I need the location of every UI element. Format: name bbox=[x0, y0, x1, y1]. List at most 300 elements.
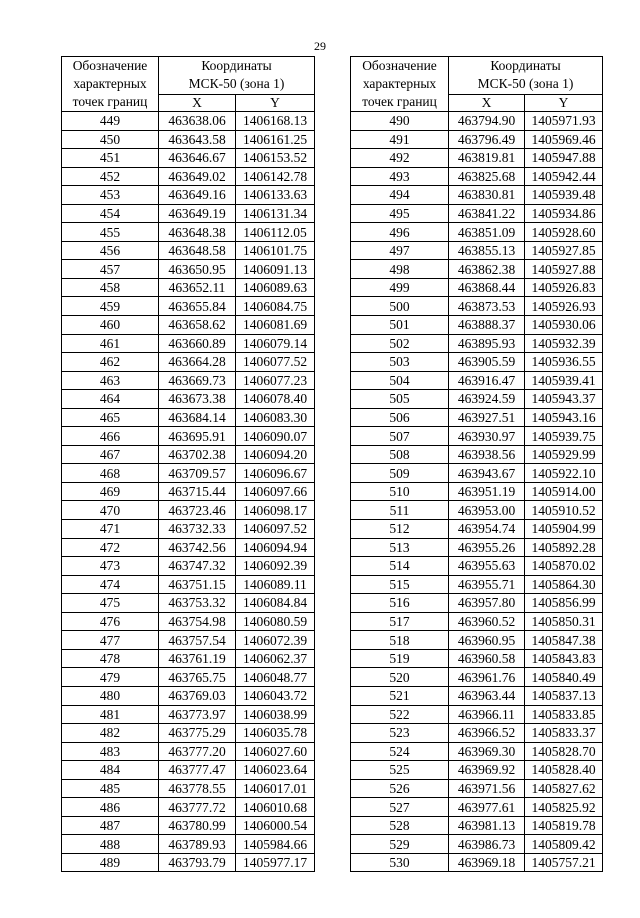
y-coordinate-cell: 1405828.40 bbox=[525, 761, 603, 780]
table-row bbox=[351, 501, 603, 520]
y-coordinate-cell: 1406168.13 bbox=[236, 112, 315, 131]
point-number-cell: 459 bbox=[62, 297, 159, 316]
y-coordinate-cell: 1405939.48 bbox=[525, 186, 603, 205]
table-row bbox=[351, 835, 603, 854]
x-coordinate-cell: 463777.47 bbox=[159, 761, 236, 780]
table-row bbox=[351, 408, 603, 427]
x-coordinate-cell: 463684.14 bbox=[159, 408, 236, 427]
point-number-cell: 475 bbox=[62, 594, 159, 613]
point-number-cell: 517 bbox=[351, 612, 449, 631]
x-coordinate-cell: 463709.57 bbox=[159, 464, 236, 483]
table-row bbox=[62, 241, 315, 260]
y-coordinate-cell: 1406133.63 bbox=[236, 186, 315, 205]
point-number-cell: 508 bbox=[351, 445, 449, 464]
table-row bbox=[351, 594, 603, 613]
y-coordinate-cell: 1406083.30 bbox=[236, 408, 315, 427]
point-number-cell: 495 bbox=[351, 204, 449, 223]
y-coordinate-cell: 1405850.31 bbox=[525, 612, 603, 631]
y-coordinate-cell: 1406092.39 bbox=[236, 557, 315, 576]
y-coordinate-cell: 1405943.37 bbox=[525, 390, 603, 409]
y-coordinate-cell: 1406153.52 bbox=[236, 149, 315, 168]
header-coords-line1: Координаты bbox=[490, 58, 561, 74]
x-coordinate-cell: 463658.62 bbox=[159, 316, 236, 335]
y-coordinate-cell: 1406079.14 bbox=[236, 334, 315, 353]
table-row bbox=[351, 575, 603, 594]
y-coordinate-cell: 1405943.16 bbox=[525, 408, 603, 427]
point-number-cell: 482 bbox=[62, 724, 159, 743]
y-coordinate-cell: 1405928.60 bbox=[525, 223, 603, 242]
y-coordinate-cell: 1405827.62 bbox=[525, 779, 603, 798]
x-coordinate-cell: 463960.58 bbox=[449, 649, 525, 668]
y-coordinate-cell: 1406089.11 bbox=[236, 575, 315, 594]
table-row bbox=[62, 482, 315, 501]
header-label-line3: точек границ bbox=[72, 94, 148, 109]
point-number-cell: 529 bbox=[351, 835, 449, 854]
y-coordinate-cell: 1406089.63 bbox=[236, 278, 315, 297]
y-coordinate-cell: 1406091.13 bbox=[236, 260, 315, 279]
y-coordinate-cell: 1406097.66 bbox=[236, 482, 315, 501]
header-point-label bbox=[62, 57, 159, 112]
point-number-cell: 507 bbox=[351, 427, 449, 446]
x-coordinate-cell: 463655.84 bbox=[159, 297, 236, 316]
x-coordinate-cell: 463669.73 bbox=[159, 371, 236, 390]
y-coordinate-cell: 1405819.78 bbox=[525, 816, 603, 835]
y-coordinate-cell: 1406077.52 bbox=[236, 353, 315, 372]
y-coordinate-cell: 1405914.00 bbox=[525, 482, 603, 501]
table-row bbox=[62, 853, 315, 872]
x-coordinate-cell: 463955.63 bbox=[449, 557, 525, 576]
table-row bbox=[62, 149, 315, 168]
y-coordinate-cell: 1405825.92 bbox=[525, 798, 603, 817]
header-point-label bbox=[351, 57, 449, 112]
table-row bbox=[62, 779, 315, 798]
table-row bbox=[351, 130, 603, 149]
table-row bbox=[351, 167, 603, 186]
point-number-cell: 520 bbox=[351, 668, 449, 687]
coordinates-table-left bbox=[61, 56, 315, 872]
x-coordinate-cell: 463789.93 bbox=[159, 835, 236, 854]
point-number-cell: 477 bbox=[62, 631, 159, 650]
x-coordinate-cell: 463960.95 bbox=[449, 631, 525, 650]
table-row bbox=[62, 408, 315, 427]
x-coordinate-cell: 463969.30 bbox=[449, 742, 525, 761]
y-coordinate-cell: 1405969.46 bbox=[525, 130, 603, 149]
header-coords-line2: МСК-50 (зона 1) bbox=[188, 76, 285, 92]
header-label-line2: характерных bbox=[73, 76, 147, 91]
x-coordinate-cell: 463715.44 bbox=[159, 482, 236, 501]
table-row bbox=[351, 316, 603, 335]
table-row bbox=[351, 353, 603, 372]
point-number-cell: 505 bbox=[351, 390, 449, 409]
y-coordinate-cell: 1405977.17 bbox=[236, 853, 315, 872]
table-row bbox=[351, 482, 603, 501]
header-coords-line2: МСК-50 (зона 1) bbox=[477, 76, 574, 92]
x-coordinate-cell: 463977.61 bbox=[449, 798, 525, 817]
point-number-cell: 454 bbox=[62, 204, 159, 223]
point-number-cell: 460 bbox=[62, 316, 159, 335]
point-number-cell: 485 bbox=[62, 779, 159, 798]
point-number-cell: 528 bbox=[351, 816, 449, 835]
y-coordinate-cell: 1405904.99 bbox=[525, 520, 603, 539]
x-coordinate-cell: 463855.13 bbox=[449, 241, 525, 260]
table-row bbox=[351, 371, 603, 390]
point-number-cell: 504 bbox=[351, 371, 449, 390]
y-coordinate-cell: 1405942.44 bbox=[525, 167, 603, 186]
point-number-cell: 476 bbox=[62, 612, 159, 631]
x-coordinate-cell: 463648.58 bbox=[159, 241, 236, 260]
table-row bbox=[62, 798, 315, 817]
table-row bbox=[351, 223, 603, 242]
table-row bbox=[351, 186, 603, 205]
point-number-cell: 498 bbox=[351, 260, 449, 279]
y-coordinate-cell: 1406000.54 bbox=[236, 816, 315, 835]
y-coordinate-cell: 1405939.41 bbox=[525, 371, 603, 390]
table-row bbox=[62, 649, 315, 668]
point-number-cell: 458 bbox=[62, 278, 159, 297]
x-coordinate-cell: 463969.92 bbox=[449, 761, 525, 780]
y-coordinate-cell: 1405934.86 bbox=[525, 204, 603, 223]
y-coordinate-cell: 1405809.42 bbox=[525, 835, 603, 854]
x-coordinate-cell: 463648.38 bbox=[159, 223, 236, 242]
table-row bbox=[62, 167, 315, 186]
x-coordinate-cell: 463660.89 bbox=[159, 334, 236, 353]
header-label-line1: Обозначение bbox=[362, 58, 437, 73]
table-row bbox=[351, 445, 603, 464]
table-row bbox=[351, 816, 603, 835]
x-coordinate-cell: 463986.73 bbox=[449, 835, 525, 854]
x-coordinate-cell: 463938.56 bbox=[449, 445, 525, 464]
point-number-cell: 489 bbox=[62, 853, 159, 872]
table-row bbox=[351, 686, 603, 705]
table-body-right bbox=[351, 112, 603, 872]
y-coordinate-cell: 1406101.75 bbox=[236, 241, 315, 260]
y-coordinate-cell: 1405932.39 bbox=[525, 334, 603, 353]
point-number-cell: 478 bbox=[62, 649, 159, 668]
x-coordinate-cell: 463673.38 bbox=[159, 390, 236, 409]
point-number-cell: 450 bbox=[62, 130, 159, 149]
point-number-cell: 470 bbox=[62, 501, 159, 520]
table-row bbox=[62, 538, 315, 557]
x-coordinate-cell: 463963.44 bbox=[449, 686, 525, 705]
table-row bbox=[62, 816, 315, 835]
table-row bbox=[351, 149, 603, 168]
point-number-cell: 509 bbox=[351, 464, 449, 483]
page-number: 29 bbox=[314, 39, 326, 53]
x-coordinate-cell: 463652.11 bbox=[159, 278, 236, 297]
point-number-cell: 469 bbox=[62, 482, 159, 501]
table-row bbox=[62, 557, 315, 576]
table-row bbox=[62, 278, 315, 297]
table-row bbox=[62, 761, 315, 780]
point-number-cell: 492 bbox=[351, 149, 449, 168]
header-label-line1: Обозначение bbox=[72, 58, 148, 73]
point-number-cell: 487 bbox=[62, 816, 159, 835]
x-coordinate-cell: 463777.72 bbox=[159, 798, 236, 817]
point-number-cell: 530 bbox=[351, 853, 449, 872]
x-coordinate-cell: 463841.22 bbox=[449, 204, 525, 223]
x-coordinate-cell: 463754.98 bbox=[159, 612, 236, 631]
y-coordinate-cell: 1406035.78 bbox=[236, 724, 315, 743]
x-coordinate-cell: 463873.53 bbox=[449, 297, 525, 316]
header-x: X bbox=[159, 94, 236, 111]
x-coordinate-cell: 463757.54 bbox=[159, 631, 236, 650]
point-number-cell: 474 bbox=[62, 575, 159, 594]
x-coordinate-cell: 463765.75 bbox=[159, 668, 236, 687]
x-coordinate-cell: 463905.59 bbox=[449, 353, 525, 372]
point-number-cell: 496 bbox=[351, 223, 449, 242]
point-number-cell: 513 bbox=[351, 538, 449, 557]
x-coordinate-cell: 463868.44 bbox=[449, 278, 525, 297]
point-number-cell: 452 bbox=[62, 167, 159, 186]
coordinates-table-right bbox=[350, 56, 603, 872]
x-coordinate-cell: 463796.49 bbox=[449, 130, 525, 149]
point-number-cell: 486 bbox=[62, 798, 159, 817]
y-coordinate-cell: 1405947.88 bbox=[525, 149, 603, 168]
x-coordinate-cell: 463649.02 bbox=[159, 167, 236, 186]
y-coordinate-cell: 1405840.49 bbox=[525, 668, 603, 687]
table-row bbox=[62, 594, 315, 613]
table-row bbox=[62, 612, 315, 631]
point-number-cell: 518 bbox=[351, 631, 449, 650]
point-number-cell: 468 bbox=[62, 464, 159, 483]
y-coordinate-cell: 1406078.40 bbox=[236, 390, 315, 409]
table-row bbox=[62, 501, 315, 520]
y-coordinate-cell: 1405926.93 bbox=[525, 297, 603, 316]
y-coordinate-cell: 1406142.78 bbox=[236, 167, 315, 186]
point-number-cell: 465 bbox=[62, 408, 159, 427]
x-coordinate-cell: 463955.26 bbox=[449, 538, 525, 557]
y-coordinate-cell: 1405910.52 bbox=[525, 501, 603, 520]
table-body-left bbox=[62, 112, 315, 872]
table-row bbox=[62, 686, 315, 705]
point-number-cell: 457 bbox=[62, 260, 159, 279]
point-number-cell: 464 bbox=[62, 390, 159, 409]
y-coordinate-cell: 1405926.83 bbox=[525, 278, 603, 297]
header-y: Y bbox=[525, 94, 603, 111]
y-coordinate-cell: 1406112.05 bbox=[236, 223, 315, 242]
point-number-cell: 488 bbox=[62, 835, 159, 854]
point-number-cell: 481 bbox=[62, 705, 159, 724]
point-number-cell: 463 bbox=[62, 371, 159, 390]
point-number-cell: 493 bbox=[351, 167, 449, 186]
point-number-cell: 467 bbox=[62, 445, 159, 464]
x-coordinate-cell: 463981.13 bbox=[449, 816, 525, 835]
y-coordinate-cell: 1405870.02 bbox=[525, 557, 603, 576]
point-number-cell: 527 bbox=[351, 798, 449, 817]
x-coordinate-cell: 463819.81 bbox=[449, 149, 525, 168]
table-row bbox=[351, 705, 603, 724]
y-coordinate-cell: 1405833.85 bbox=[525, 705, 603, 724]
y-coordinate-cell: 1405922.10 bbox=[525, 464, 603, 483]
point-number-cell: 473 bbox=[62, 557, 159, 576]
y-coordinate-cell: 1406080.59 bbox=[236, 612, 315, 631]
point-number-cell: 479 bbox=[62, 668, 159, 687]
table-row bbox=[62, 668, 315, 687]
y-coordinate-cell: 1406097.52 bbox=[236, 520, 315, 539]
header-coords-line1: Координаты bbox=[201, 58, 272, 74]
table-row bbox=[62, 445, 315, 464]
x-coordinate-cell: 463966.11 bbox=[449, 705, 525, 724]
point-number-cell: 502 bbox=[351, 334, 449, 353]
point-number-cell: 449 bbox=[62, 112, 159, 131]
x-coordinate-cell: 463825.68 bbox=[449, 167, 525, 186]
point-number-cell: 471 bbox=[62, 520, 159, 539]
table-row bbox=[62, 353, 315, 372]
y-coordinate-cell: 1406048.77 bbox=[236, 668, 315, 687]
table-row bbox=[62, 186, 315, 205]
table-row bbox=[62, 520, 315, 539]
header-coordinates bbox=[449, 57, 603, 95]
point-number-cell: 499 bbox=[351, 278, 449, 297]
table-row bbox=[351, 297, 603, 316]
table-row bbox=[62, 204, 315, 223]
table-row bbox=[62, 130, 315, 149]
point-number-cell: 501 bbox=[351, 316, 449, 335]
point-number-cell: 497 bbox=[351, 241, 449, 260]
y-coordinate-cell: 1405757.21 bbox=[525, 853, 603, 872]
table-row bbox=[351, 241, 603, 260]
y-coordinate-cell: 1406010.68 bbox=[236, 798, 315, 817]
y-coordinate-cell: 1405828.70 bbox=[525, 742, 603, 761]
point-number-cell: 510 bbox=[351, 482, 449, 501]
point-number-cell: 491 bbox=[351, 130, 449, 149]
table-row bbox=[62, 705, 315, 724]
y-coordinate-cell: 1405864.30 bbox=[525, 575, 603, 594]
x-coordinate-cell: 463695.91 bbox=[159, 427, 236, 446]
x-coordinate-cell: 463954.74 bbox=[449, 520, 525, 539]
x-coordinate-cell: 463924.59 bbox=[449, 390, 525, 409]
point-number-cell: 483 bbox=[62, 742, 159, 761]
x-coordinate-cell: 463895.93 bbox=[449, 334, 525, 353]
y-coordinate-cell: 1405930.06 bbox=[525, 316, 603, 335]
x-coordinate-cell: 463732.33 bbox=[159, 520, 236, 539]
x-coordinate-cell: 463753.32 bbox=[159, 594, 236, 613]
header-y: Y bbox=[236, 94, 315, 111]
x-coordinate-cell: 463951.19 bbox=[449, 482, 525, 501]
y-coordinate-cell: 1406096.67 bbox=[236, 464, 315, 483]
y-coordinate-cell: 1405833.37 bbox=[525, 724, 603, 743]
x-coordinate-cell: 463747.32 bbox=[159, 557, 236, 576]
x-coordinate-cell: 463888.37 bbox=[449, 316, 525, 335]
x-coordinate-cell: 463646.67 bbox=[159, 149, 236, 168]
x-coordinate-cell: 463969.18 bbox=[449, 853, 525, 872]
point-number-cell: 494 bbox=[351, 186, 449, 205]
table-row bbox=[351, 779, 603, 798]
table-row bbox=[62, 742, 315, 761]
y-coordinate-cell: 1405927.85 bbox=[525, 241, 603, 260]
table-row bbox=[62, 112, 315, 131]
y-coordinate-cell: 1405984.66 bbox=[236, 835, 315, 854]
x-coordinate-cell: 463769.03 bbox=[159, 686, 236, 705]
y-coordinate-cell: 1405856.99 bbox=[525, 594, 603, 613]
x-coordinate-cell: 463777.20 bbox=[159, 742, 236, 761]
y-coordinate-cell: 1406094.20 bbox=[236, 445, 315, 464]
x-coordinate-cell: 463930.97 bbox=[449, 427, 525, 446]
x-coordinate-cell: 463793.79 bbox=[159, 853, 236, 872]
y-coordinate-cell: 1406094.94 bbox=[236, 538, 315, 557]
table-row bbox=[62, 835, 315, 854]
table-row bbox=[351, 112, 603, 131]
y-coordinate-cell: 1406072.39 bbox=[236, 631, 315, 650]
table-row bbox=[351, 724, 603, 743]
x-coordinate-cell: 463794.90 bbox=[449, 112, 525, 131]
y-coordinate-cell: 1405927.88 bbox=[525, 260, 603, 279]
y-coordinate-cell: 1405837.13 bbox=[525, 686, 603, 705]
y-coordinate-cell: 1406131.34 bbox=[236, 204, 315, 223]
y-coordinate-cell: 1406084.84 bbox=[236, 594, 315, 613]
x-coordinate-cell: 463649.16 bbox=[159, 186, 236, 205]
y-coordinate-cell: 1405847.38 bbox=[525, 631, 603, 650]
x-coordinate-cell: 463966.52 bbox=[449, 724, 525, 743]
table-row bbox=[351, 631, 603, 650]
y-coordinate-cell: 1406081.69 bbox=[236, 316, 315, 335]
x-coordinate-cell: 463927.51 bbox=[449, 408, 525, 427]
x-coordinate-cell: 463650.95 bbox=[159, 260, 236, 279]
table-row bbox=[351, 538, 603, 557]
table-row bbox=[62, 390, 315, 409]
x-coordinate-cell: 463960.52 bbox=[449, 612, 525, 631]
x-coordinate-cell: 463778.55 bbox=[159, 779, 236, 798]
x-coordinate-cell: 463751.15 bbox=[159, 575, 236, 594]
table-row bbox=[62, 260, 315, 279]
table-row bbox=[62, 316, 315, 335]
x-coordinate-cell: 463638.06 bbox=[159, 112, 236, 131]
table-row bbox=[351, 427, 603, 446]
point-number-cell: 461 bbox=[62, 334, 159, 353]
y-coordinate-cell: 1406098.17 bbox=[236, 501, 315, 520]
y-coordinate-cell: 1405939.75 bbox=[525, 427, 603, 446]
point-number-cell: 506 bbox=[351, 408, 449, 427]
table-row bbox=[62, 724, 315, 743]
x-coordinate-cell: 463957.80 bbox=[449, 594, 525, 613]
point-number-cell: 514 bbox=[351, 557, 449, 576]
table-row bbox=[62, 575, 315, 594]
x-coordinate-cell: 463943.67 bbox=[449, 464, 525, 483]
table-row bbox=[351, 742, 603, 761]
point-number-cell: 490 bbox=[351, 112, 449, 131]
x-coordinate-cell: 463953.00 bbox=[449, 501, 525, 520]
table-row bbox=[351, 649, 603, 668]
table-row bbox=[62, 223, 315, 242]
header-label-line2: характерных bbox=[362, 76, 437, 91]
point-number-cell: 515 bbox=[351, 575, 449, 594]
y-coordinate-cell: 1406023.64 bbox=[236, 761, 315, 780]
table-row bbox=[351, 260, 603, 279]
table-row bbox=[62, 427, 315, 446]
table-row bbox=[351, 557, 603, 576]
x-coordinate-cell: 463643.58 bbox=[159, 130, 236, 149]
x-coordinate-cell: 463780.99 bbox=[159, 816, 236, 835]
point-number-cell: 480 bbox=[62, 686, 159, 705]
table-row bbox=[351, 612, 603, 631]
point-number-cell: 484 bbox=[62, 761, 159, 780]
x-coordinate-cell: 463742.56 bbox=[159, 538, 236, 557]
point-number-cell: 512 bbox=[351, 520, 449, 539]
table-row bbox=[351, 520, 603, 539]
y-coordinate-cell: 1406038.99 bbox=[236, 705, 315, 724]
table-row bbox=[351, 798, 603, 817]
table-row bbox=[351, 278, 603, 297]
x-coordinate-cell: 463862.38 bbox=[449, 260, 525, 279]
table-row bbox=[351, 853, 603, 872]
y-coordinate-cell: 1406017.01 bbox=[236, 779, 315, 798]
y-coordinate-cell: 1405929.99 bbox=[525, 445, 603, 464]
y-coordinate-cell: 1405843.83 bbox=[525, 649, 603, 668]
point-number-cell: 451 bbox=[62, 149, 159, 168]
point-number-cell: 455 bbox=[62, 223, 159, 242]
table-row bbox=[351, 464, 603, 483]
table-row bbox=[62, 371, 315, 390]
